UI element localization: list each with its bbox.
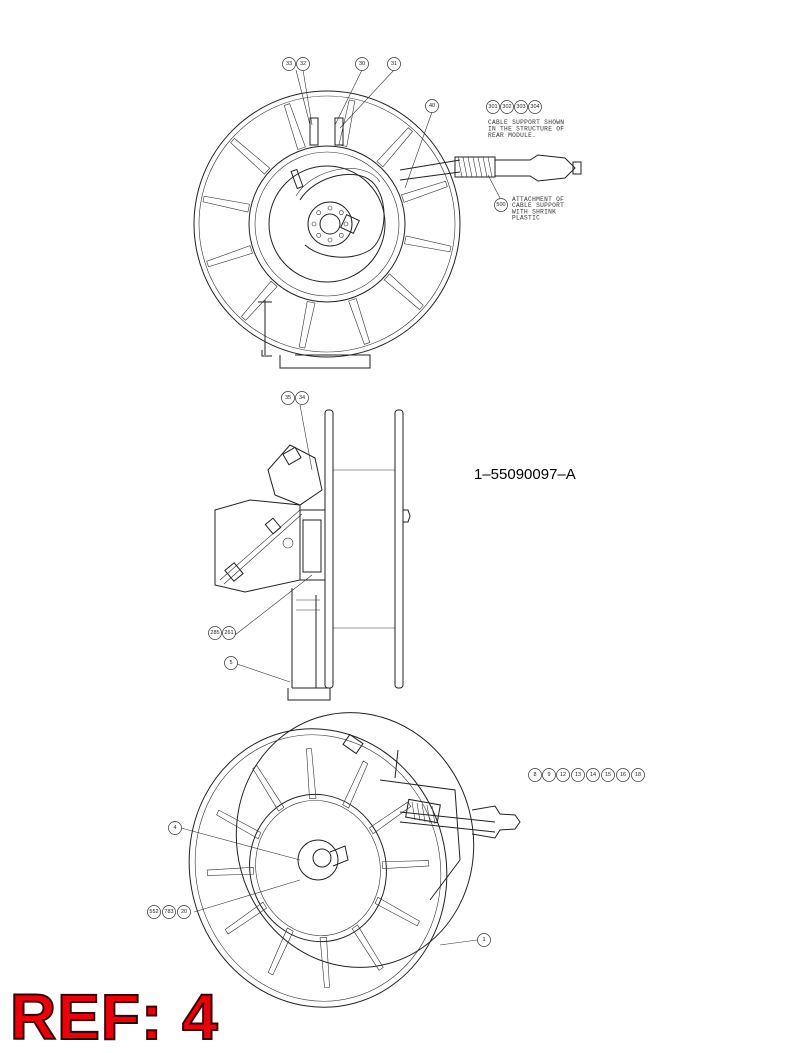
spoke bbox=[384, 274, 423, 310]
balloon-label: 783 bbox=[164, 909, 174, 915]
spoke bbox=[349, 298, 370, 344]
balloon-label: 4 bbox=[173, 825, 177, 831]
hub-bolt bbox=[317, 233, 321, 237]
balloon-label: 14 bbox=[589, 772, 597, 778]
spoke bbox=[284, 104, 305, 150]
balloon-label: 35 bbox=[284, 395, 292, 401]
balloon-label: 18 bbox=[634, 772, 642, 778]
spoke bbox=[225, 902, 266, 934]
balloon-label: 13 bbox=[574, 772, 582, 778]
balloon-13 bbox=[572, 769, 585, 782]
balloon-500 bbox=[495, 199, 508, 212]
spoke bbox=[352, 925, 383, 970]
spoke bbox=[375, 897, 419, 926]
hub-bolt bbox=[312, 222, 316, 226]
side-view bbox=[215, 410, 410, 700]
hub-bolt bbox=[328, 206, 332, 210]
spoke bbox=[231, 138, 270, 174]
balloon-20 bbox=[178, 906, 191, 919]
attachment-note-line-2: CABLE SUPPORT bbox=[512, 202, 565, 210]
cable-note-line-3: REAR MODULE. bbox=[488, 132, 537, 139]
hub-bolt bbox=[344, 222, 348, 226]
hub-bolt bbox=[317, 211, 321, 215]
spoke bbox=[401, 181, 447, 202]
spoke bbox=[253, 766, 284, 811]
balloon-5 bbox=[225, 657, 238, 670]
balloon-label: 5 bbox=[229, 660, 233, 666]
balloon-552 bbox=[148, 906, 161, 919]
spoke bbox=[217, 810, 261, 839]
balloon-40 bbox=[426, 100, 439, 113]
balloon-label: 9 bbox=[547, 772, 551, 778]
isometric-view-leaders bbox=[181, 828, 477, 945]
spoke bbox=[207, 246, 253, 267]
balloon-33 bbox=[283, 58, 296, 71]
balloon-label: 31 bbox=[390, 61, 398, 67]
spoke bbox=[343, 761, 368, 808]
spoke bbox=[299, 302, 315, 349]
hub-bolt bbox=[339, 233, 343, 237]
balloon-label: 16 bbox=[619, 772, 627, 778]
balloon-14 bbox=[587, 769, 600, 782]
balloon-4 bbox=[169, 822, 182, 835]
balloon-8 bbox=[529, 769, 542, 782]
spoke bbox=[320, 937, 329, 987]
balloon-34 bbox=[296, 392, 309, 405]
attachment-note-line-4: PLASTIC bbox=[512, 214, 541, 222]
balloon-302 bbox=[501, 101, 514, 114]
balloon-label: 303 bbox=[516, 104, 526, 110]
spoke bbox=[377, 128, 413, 167]
balloon-783 bbox=[163, 906, 176, 919]
balloon-label: 301 bbox=[488, 104, 498, 110]
spoke bbox=[405, 236, 452, 252]
balloon-label: 15 bbox=[604, 772, 612, 778]
balloon-label: 261 bbox=[224, 630, 234, 636]
cable-note-line-2: IN THE STRUCTURE OF bbox=[488, 125, 565, 133]
reference-label: REF: 4 bbox=[10, 981, 219, 1053]
balloon-1 bbox=[478, 934, 491, 947]
balloon-label: 34 bbox=[298, 395, 306, 401]
balloon-285 bbox=[209, 627, 222, 640]
balloon-261 bbox=[223, 627, 236, 640]
balloon-label: 8 bbox=[533, 772, 537, 778]
balloon-16 bbox=[617, 769, 630, 782]
balloon-label: 500 bbox=[496, 202, 506, 208]
hub-bolt bbox=[339, 211, 343, 215]
spoke bbox=[241, 281, 277, 320]
attachment-note bbox=[512, 196, 568, 222]
cable-note-line-1: CABLE SUPPORT SHOWN bbox=[488, 119, 565, 126]
balloon-label: 30 bbox=[358, 61, 366, 67]
spoke bbox=[382, 861, 429, 869]
cable-support-note bbox=[488, 119, 568, 139]
balloon-label: 285 bbox=[210, 630, 220, 636]
balloon-label: 33 bbox=[285, 61, 293, 67]
attachment-note-line-3: WITH SHRINK bbox=[512, 208, 557, 216]
balloon-label: 12 bbox=[559, 772, 567, 778]
balloon-label: 20 bbox=[180, 909, 188, 915]
balloon-12 bbox=[557, 769, 570, 782]
balloon-301 bbox=[487, 101, 500, 114]
balloon-label: 304 bbox=[530, 104, 540, 110]
balloon-label: 1 bbox=[482, 937, 486, 943]
attachment-note-line-1: ATTACHMENT OF bbox=[512, 196, 565, 203]
balloon-18 bbox=[632, 769, 645, 782]
iso-reel-spokes bbox=[207, 749, 429, 988]
balloon-label: 302 bbox=[502, 104, 512, 110]
drawing-number: 1–55090097–A bbox=[474, 466, 576, 483]
spoke bbox=[369, 802, 410, 834]
balloon-label: 40 bbox=[428, 103, 436, 109]
spoke bbox=[203, 196, 250, 212]
spoke bbox=[339, 100, 355, 147]
balloon-304 bbox=[529, 101, 542, 114]
hub-bolt bbox=[328, 238, 332, 242]
reel-spokes bbox=[203, 100, 451, 348]
spoke bbox=[268, 928, 293, 975]
balloon-15 bbox=[602, 769, 615, 782]
balloon-31 bbox=[388, 58, 401, 71]
balloon-32 bbox=[297, 58, 310, 71]
balloon-35 bbox=[282, 392, 295, 405]
spoke bbox=[306, 749, 315, 799]
balloon-label: 32 bbox=[299, 61, 307, 67]
balloon-30 bbox=[356, 58, 369, 71]
balloon-label: 552 bbox=[149, 909, 159, 915]
spoke bbox=[207, 867, 254, 875]
balloon-303 bbox=[515, 101, 528, 114]
balloon-9 bbox=[543, 769, 556, 782]
